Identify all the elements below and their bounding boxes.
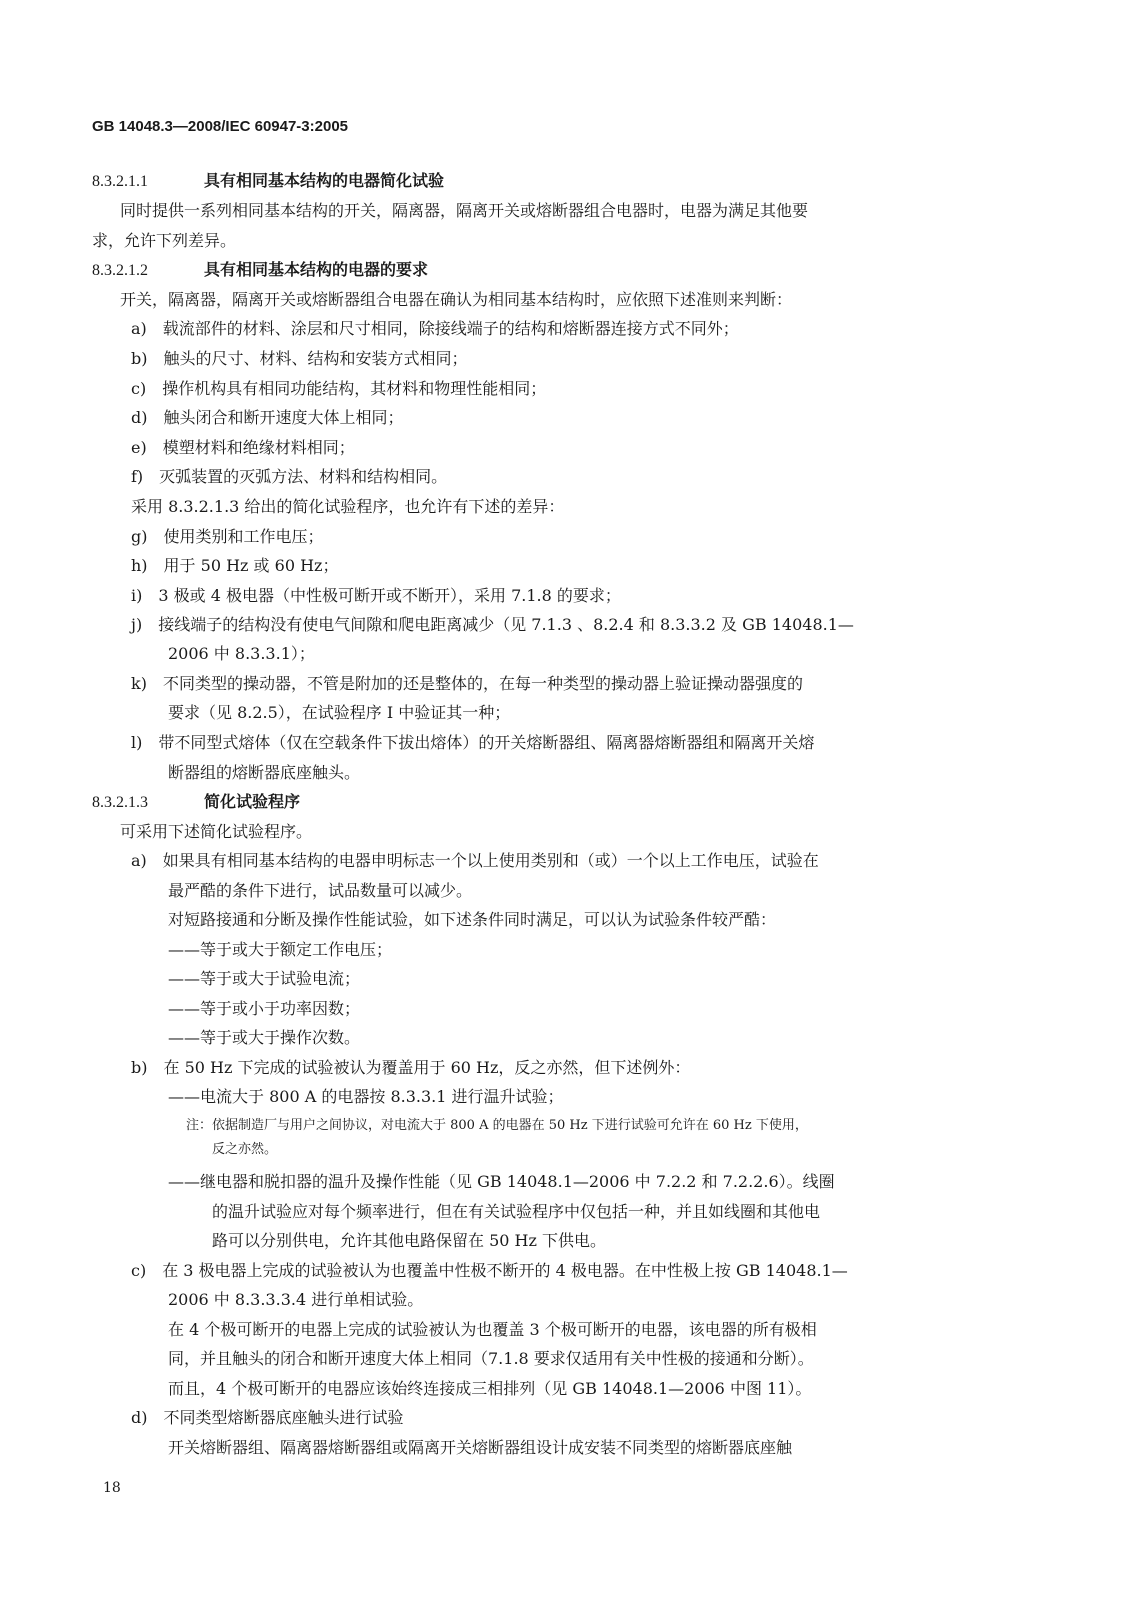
section-title: 简化试验程序 (204, 792, 301, 811)
paragraph-line: 同，并且触头的闭合和断开速度大体上相同（7.1.8 要求仅适用有关中性极的接通和分断）。 (168, 1349, 814, 1368)
section-number: 8.3.2.1.3 (92, 794, 148, 811)
list-item-f: f) 灭弧装置的灭弧方法、材料和结构相同。 (131, 467, 448, 486)
list-item-l: l) 带不同型式熔体（仅在空载条件下拔出熔体）的开关熔断器组、隔离器熔断器组和隔离开关熔 (131, 733, 815, 752)
list-item-j: j) 接线端子的结构没有使电气间隙和爬电距离减少（见 7.1.3 、8.2.4 和 8.3.3.2 及 GB 14048.1— (131, 615, 854, 634)
list-item-continuation: 最严酷的条件下进行，试品数量可以减少。 (168, 881, 473, 900)
section-heading-8-3-2-1-1 (92, 170, 444, 193)
paragraph-line: 可采用下述简化试验程序。 (120, 822, 313, 841)
note-line: 注：依据制造厂与用户之间协议，对电流大于 800 A 的电器在 50 Hz 下进行试验可允许在 60 Hz 下使用， (186, 1118, 808, 1133)
list-item-i: i) 3 极或 4 极电器（中性极可断开或不断开），采用 7.1.8 的要求； (131, 586, 621, 605)
list-item-continuation: 2006 中 8.3.3.3.4 进行单相试验。 (168, 1290, 424, 1309)
list-item-continuation: 2006 中 8.3.3.1）； (168, 644, 315, 663)
section-heading-8-3-2-1-3 (92, 791, 300, 814)
list-item-d: d) 触头闭合和断开速度大体上相同； (131, 408, 404, 427)
list-item-e: e) 模塑材料和绝缘材料相同； (131, 438, 355, 457)
dash-item: ——等于或大于操作次数。 (168, 1028, 361, 1047)
paragraph-line: 开关熔断器组、隔离器熔断器组或隔离开关熔断器组设计成安装不同类型的熔断器底座触 (168, 1438, 793, 1457)
dash-item: ——等于或大于试验电流； (168, 969, 361, 988)
paragraph-line: 在 4 个极可断开的电器上完成的试验被认为也覆盖 3 个极可断开的电器，该电器的所有极相 (168, 1320, 817, 1339)
list-item-k: k) 不同类型的操动器，不管是附加的还是整体的，在每一种类型的操动器上验证操动器强度的 (131, 674, 803, 693)
list-item-b: b) 在 50 Hz 下完成的试验被认为覆盖用于 60 Hz，反之亦然，但下述例外： (131, 1058, 691, 1077)
list-item-c: c) 在 3 极电器上完成的试验被认为也覆盖中性极不断开的 4 极电器。在中性极上按 GB 14048.1— (131, 1261, 848, 1280)
list-item-b: b) 触头的尺寸、材料、结构和安装方式相同； (131, 349, 468, 368)
list-item-continuation: 要求（见 8.2.5），在试验程序 I 中验证其一种； (168, 703, 511, 722)
note-line: 反之亦然。 (212, 1142, 278, 1157)
paragraph-line: 求，允许下列差异。 (92, 231, 237, 250)
section-title: 具有相同基本结构的电器的要求 (204, 260, 429, 279)
list-item-a: a) 如果具有相同基本结构的电器申明标志一个以上使用类别和（或）一个以上工作电压，试验在 (131, 851, 819, 870)
dash-item: ——等于或大于额定工作电压； (168, 940, 393, 959)
dash-item-continuation: 的温升试验应对每个频率进行，但在有关试验程序中仅包括一种，并且如线圈和其他电 (212, 1202, 821, 1221)
page-number: 18 (103, 1480, 121, 1496)
dash-item-continuation: 路可以分别供电，允许其他电路保留在 50 Hz 下供电。 (212, 1231, 607, 1250)
paragraph-line: 对短路接通和分断及操作性能试验，如下述条件同时满足，可以认为试验条件较严酷： (168, 910, 777, 929)
paragraph-line: 而且，4 个极可断开的电器应该始终连接成三相排列（见 GB 14048.1—2006 中图 11）。 (168, 1379, 812, 1398)
section-number: 8.3.2.1.2 (92, 262, 148, 279)
standard-header: GB 14048.3—2008/IEC 60947-3:2005 (92, 118, 349, 135)
list-item-c: c) 操作机构具有相同功能结构，其材料和物理性能相同； (131, 379, 547, 398)
list-item-d: d) 不同类型熔断器底座触头进行试验 (131, 1408, 404, 1427)
dash-item: ——继电器和脱扣器的温升及操作性能（见 GB 14048.1—2006 中 7.2.2 和 7.2.2.6）。线圈 (168, 1172, 835, 1191)
list-item-g: g) 使用类别和工作电压； (131, 527, 324, 546)
list-item-continuation: 断器组的熔断器底座触头。 (168, 763, 361, 782)
section-heading-8-3-2-1-2 (92, 259, 428, 282)
paragraph-line: 采用 8.3.2.1.3 给出的简化试验程序，也允许有下述的差异： (131, 497, 565, 516)
section-number: 8.3.2.1.1 (92, 173, 148, 190)
list-item-h: h) 用于 50 Hz 或 60 Hz； (131, 556, 339, 575)
section-title: 具有相同基本结构的电器简化试验 (204, 171, 445, 190)
list-item-a: a) 载流部件的材料、涂层和尺寸相同，除接线端子的结构和熔断器连接方式不同外； (131, 319, 739, 338)
paragraph-line: 开关，隔离器，隔离开关或熔断器组合电器在确认为相同基本结构时，应依照下述准则来判断： (120, 290, 793, 309)
paragraph-line: 同时提供一系列相同基本结构的开关，隔离器，隔离开关或熔断器组合电器时，电器为满足其他要 (120, 201, 809, 220)
dash-item: ——电流大于 800 A 的电器按 8.3.3.1 进行温升试验； (168, 1087, 564, 1106)
dash-item: ——等于或小于功率因数； (168, 999, 361, 1018)
